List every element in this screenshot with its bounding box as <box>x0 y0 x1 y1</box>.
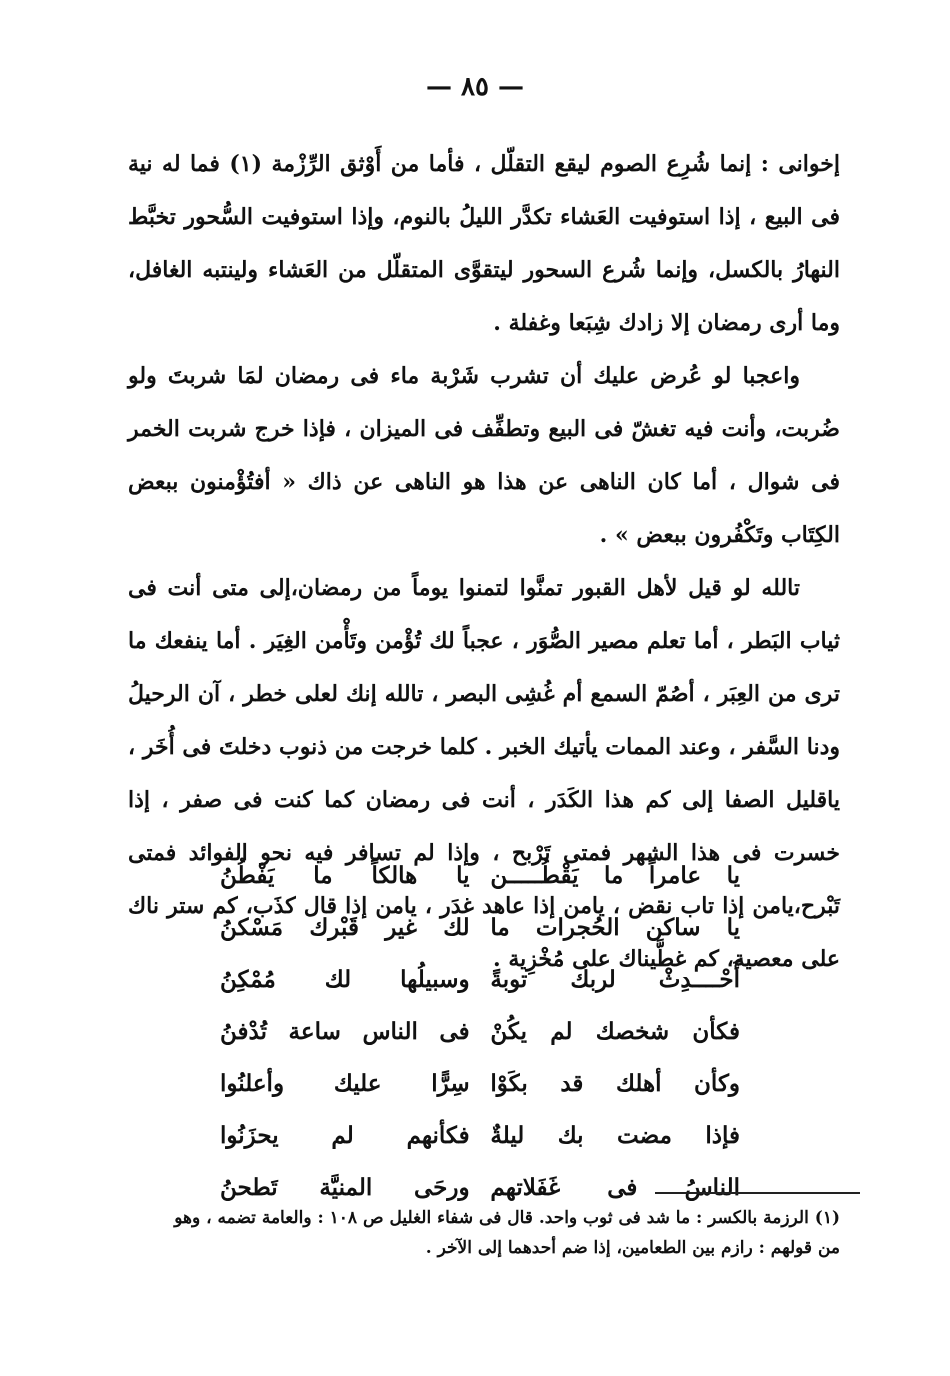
paragraph-1: إخوانى : إنما شُرِع الصوم ليقع التقلّل ، فأما من أَوْثق الرِّزْمة (١) فما له نية فى البيع ، إذا استوفيت العَشاء تكدَّر الليلُ بالنوم، وإذا استوفيت السُّحور تخبَّط النهارُ بالكسل، وإنما شُرع السحور ليتقوَّى المتقلّل من العَشاء ولينتبه الغافل، وما أرى رمضان إلا زادك شِبَعا وغفلة . <box>128 151 840 336</box>
verse-second-half: يا هالكاً ما يَفْطُنُ <box>220 862 470 889</box>
verse-second-half: سِرًّا عليك وأعلنُوا <box>220 1070 470 1097</box>
verse-first-half: فكأن شخصك لم يكُنْ <box>490 1018 740 1045</box>
poem-verse <box>220 1006 740 1058</box>
footnote-line-1: (١) الرزمة بالكسر : ما شد فى ثوب واحد. قال فى شفاء الغليل ص ١٠٨ : والعامة تضمه ، وهو <box>174 1208 840 1228</box>
verse-second-half: ورحَى المنيَّة تَطحنُ <box>220 1174 470 1201</box>
verse-second-half: فكأنهم لم يحزَنُوا <box>220 1122 470 1149</box>
verse-first-half: يا ساكن الحُجرات ما <box>490 914 740 941</box>
footnote <box>128 1203 840 1263</box>
footnote-divider <box>655 1192 860 1194</box>
paragraph-3: تالله لو قيل لأهل القبور تمنَّوا لتمنوا يوماً من رمضان،إلى متى أنت فى ثياب البَطر ، أما تعلم مصير الصُّوَر ، عجباً لك تُؤْمن وتَأْمن الغِيَر . أما ينفعك ما ترى من العِبَر ، أصُمّ السمع أم غُشِى البصر ، تالله إنك لعلى خطر ، آن الرحيلُ ودنا السَّفر ، وعند الممات يأتيك الخبر . كلما خرجت من ذنوب دخلتَ فى أُخَر ، ياقليل الصفا إلى كم هذا الكَدَر ، أنت فى رمضان كما كنت فى صفر ، إذا خسرت فى هذا الشهر فمتى تَرْبح ، وإذا لم تسافر فيه نحو الفوائد فمتى تَبْرح،يامن إذا تاب نقض ، يامن إذا عاهد غدَر ، يامن إذا قال كذَب، كم ستر ناك على معصية، كم غطَّيناك على مُخْزِية . <box>128 575 840 972</box>
verse-first-half: الناسُ فى غَفَلاتهم <box>490 1174 740 1201</box>
verse-second-half: فى الناس ساعة تُدْفنُ <box>220 1018 470 1045</box>
verse-first-half: فإذا مضت بك ليلةٌ <box>490 1122 740 1149</box>
verse-first-half: يا عامراً ما يَقْطُـــــن <box>490 862 740 889</box>
paragraph-2: واعجبا لو عُرض عليك أن تشرب شَرْبة ماء فى رمضان لمَا شربتَ ولو ضُربت، وأنت فيه تغشّ فى البيع وتطفِّف فى الميزان ، فإذا خرج شربت الخمر فى شوال ، أما كان الناهى عن هذا هو الناهى عن ذاك « أفتُؤْمنون ببعض الكِتَاب وتَكْفُرون ببعض » . <box>128 363 840 548</box>
verse-second-half: لك غير قَبْرك مَسْكنُ <box>220 914 470 941</box>
poem-verse <box>220 1058 740 1110</box>
poem-verse <box>220 850 740 902</box>
verse-first-half: وكأن أهلك قد بكَوْا <box>490 1070 740 1097</box>
poem <box>220 850 740 1214</box>
footnote-line-2: من قولهم : رازم بين الطعامين، إذا ضم أحدهما إلى الآخر . <box>425 1238 840 1258</box>
poem-verse <box>220 954 740 1006</box>
poem-verse <box>220 902 740 954</box>
page-number: — ٨٥ — <box>425 72 525 102</box>
verse-second-half: وسبيلُها لك مُمْكِنُ <box>220 966 470 993</box>
poem-verse <box>220 1110 740 1162</box>
verse-first-half: أَحْــــدِثْ لربك توبةً <box>490 966 740 993</box>
